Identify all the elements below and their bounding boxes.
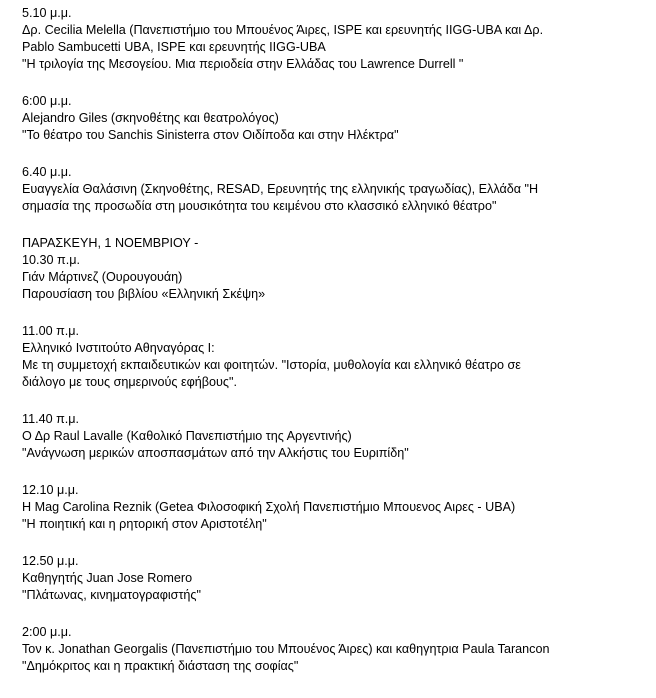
entry-speaker: Alejandro Giles (σκηνοθέτης και θεατρολόγος) [22,111,279,125]
entry-talk-title: "Η τριλογία της Μεσογείου. Μια περιοδεία στην Ελλάδας του Lawrence Durrell " [22,57,464,71]
entry-speaker: Δρ. Cecilia Melella (Πανεπιστήμιο του Μπουένος Άιρες, ISPE και ερευνητής IIGG-UBA και Δρ. [22,23,544,37]
entry-speaker: Καθηγητής Juan Jose Romero [22,571,193,585]
schedule-entry [22,553,650,604]
document-body [22,5,650,695]
entry-talk-title: "Η ποιητική και η ρητορική στον Αριστοτέλη" [22,517,267,531]
schedule-entry [22,482,650,533]
schedule-entry [22,411,650,462]
schedule-entry [22,235,650,303]
entry-talk-title: "Ανάγνωση μερικών αποσπασμάτων από την Αλκήστις του Ευριπίδη" [22,446,409,460]
day-heading: ΠΑΡΑΣΚΕΥΗ, 1 ΝΟΕΜΒΡΙΟΥ - [22,236,199,250]
entry-speaker: Pablo Sambucetti UBA, ISPE και ερευνητής IIGG-UBA [22,40,326,54]
entry-time: 6.40 μ.μ. [22,165,72,179]
entry-speaker: Ελληνικό Ινστιτούτο Αθηναγόρας Ι: [22,341,215,355]
entry-talk-title: "Δημόκριτος και η πρακτική διάσταση της σοφίας" [22,659,299,673]
entry-speaker: Γιάν Μάρτινεζ (Ουρουγουάη) [22,270,183,284]
entry-time: 6:00 μ.μ. [22,94,72,108]
entry-time: 12.50 μ.μ. [22,554,79,568]
entry-speaker: Τον κ. Jonathan Georgalis (Πανεπιστήμιο του Μπουένος Άιρες) και καθηγητρια Paula Tarancon [22,642,550,656]
entry-time: 2:00 μ.μ. [22,625,72,639]
schedule-entry [22,323,650,391]
entry-talk-title: Με τη συμμετοχή εκπαιδευτικών και φοιτητών. "Ιστορία, μυθολογία και ελληνικό θέατρο σε [22,358,521,372]
entry-time: 11.00 π.μ. [22,324,80,338]
entry-speaker: Ευαγγελία Θαλάσινη (Σκηνοθέτης, RESAD, Ερευνητής της ελληνικής τραγωδίας), Ελλάδα "Η [22,182,539,196]
entry-talk-title: "Πλάτωνας, κινηματογραφιστής" [22,588,201,602]
entry-speaker: Ο Δρ Raul Lavalle (Καθολικό Πανεπιστήμιο της Αργεντινής) [22,429,352,443]
entry-time: 5.10 μ.μ. [22,6,72,20]
schedule-entry [22,93,650,144]
entry-talk-title: "Το θέατρο του Sanchis Sinisterra στον Οιδίποδα και στην Ηλέκτρα" [22,128,399,142]
entry-time: 10.30 π.μ. [22,253,80,267]
entry-talk-title: σημασία της προσωδία στη μουσικότητα του κειμένου στο κλασσικό ελληνικό θέατρο" [22,199,497,213]
entry-talk-title: Παρουσίαση του βιβλίου «Ελληνική Σκέψη» [22,287,266,301]
schedule-entry [22,624,650,675]
schedule-entry [22,5,650,73]
entry-talk-title: διάλογο με τους σημερινούς εφήβους". [22,375,237,389]
entry-time: 11.40 π.μ. [22,412,80,426]
entry-time: 12.10 μ.μ. [22,483,79,497]
schedule-entry [22,164,650,215]
entry-speaker: Η Mag Carolina Reznik (Getea Φιλοσοφική Σχολή Πανεπιστήμιο Μπουενος Αιρες - UBA) [22,500,516,514]
